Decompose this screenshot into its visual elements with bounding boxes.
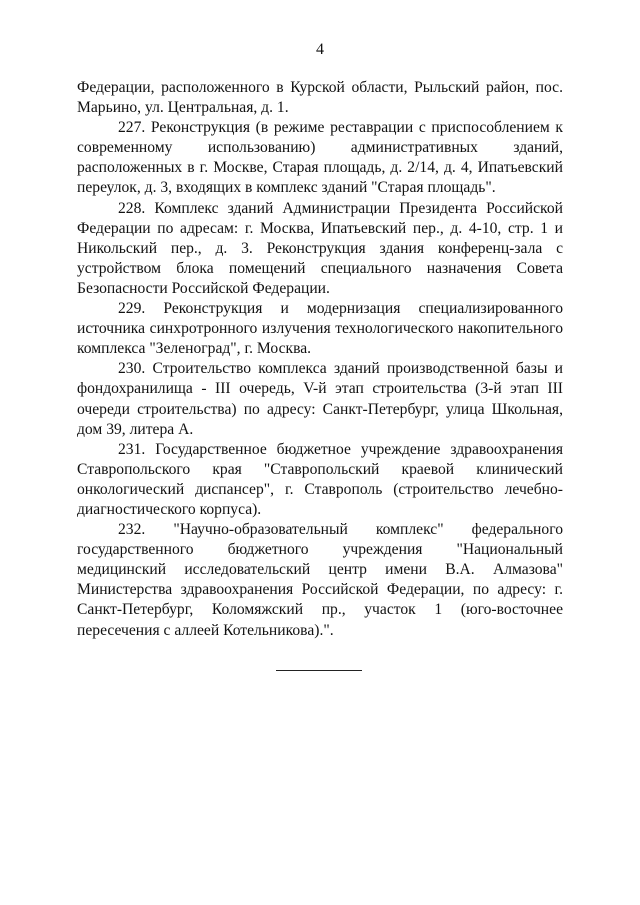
page-number: 4 [316, 41, 324, 58]
end-separator-line [276, 670, 362, 671]
paragraph-item-229: 229. Реконструкция и модернизация специализированного источника синхротронного излучения технологического накопительного комплекса "Зеленоград", г. Москва. [77, 300, 563, 358]
paragraph-item-227: 227. Реконструкция (в режиме реставрации с приспособлением к современному использованию) административных зданий, расположенных в г. Москве, Старая площадь, д. 2/14, д. 4, Ипатьевский переулок, д. 3, входящих в комплекс зданий "Старая площадь". [77, 119, 563, 197]
document-body [77, 78, 563, 641]
paragraph-item-230: 230. Строительство комплекса зданий производственной базы и фондохранилища - III очередь, V-й этап строительства (3-й этап III очереди строительства) по адресу: Санкт-Петербург, улица Школьная, дом 39, литера А. [77, 360, 563, 438]
paragraph-item-228: 228. Комплекс зданий Администрации Президента Российской Федерации по адресам: г. Москва, Ипатьевский пер., д. 4-10, стр. 1 и Никольский пер., д. 3. Реконструкция здания конференц-зала с устройством блока помещений специального назначения Совета Безопасности Российской Федерации. [77, 199, 563, 297]
paragraph-continuation: Федерации, расположенного в Курской области, Рыльский район, пос. Марьино, ул. Центральная, д. 1. [77, 79, 563, 117]
paragraph-item-232: 232. "Научно-образовательный комплекс" федерального государственного бюджетного учреждения "Национальный медицинский исследовательский центр имени В.А. Алмазова" Министерства здравоохранения Российской Федерации, по адресу: г. Санкт-Петербург, Коломяжский пр., участок 1 (юго-восточнее пересечения с аллеей Котельникова).". [77, 521, 563, 639]
paragraph-item-231: 231. Государственное бюджетное учреждение здравоохранения Ставропольского края "Ставропольский краевой клинический онкологический диспансер", г. Ставрополь (строительство лечебно-диагностического корпуса). [77, 440, 563, 518]
